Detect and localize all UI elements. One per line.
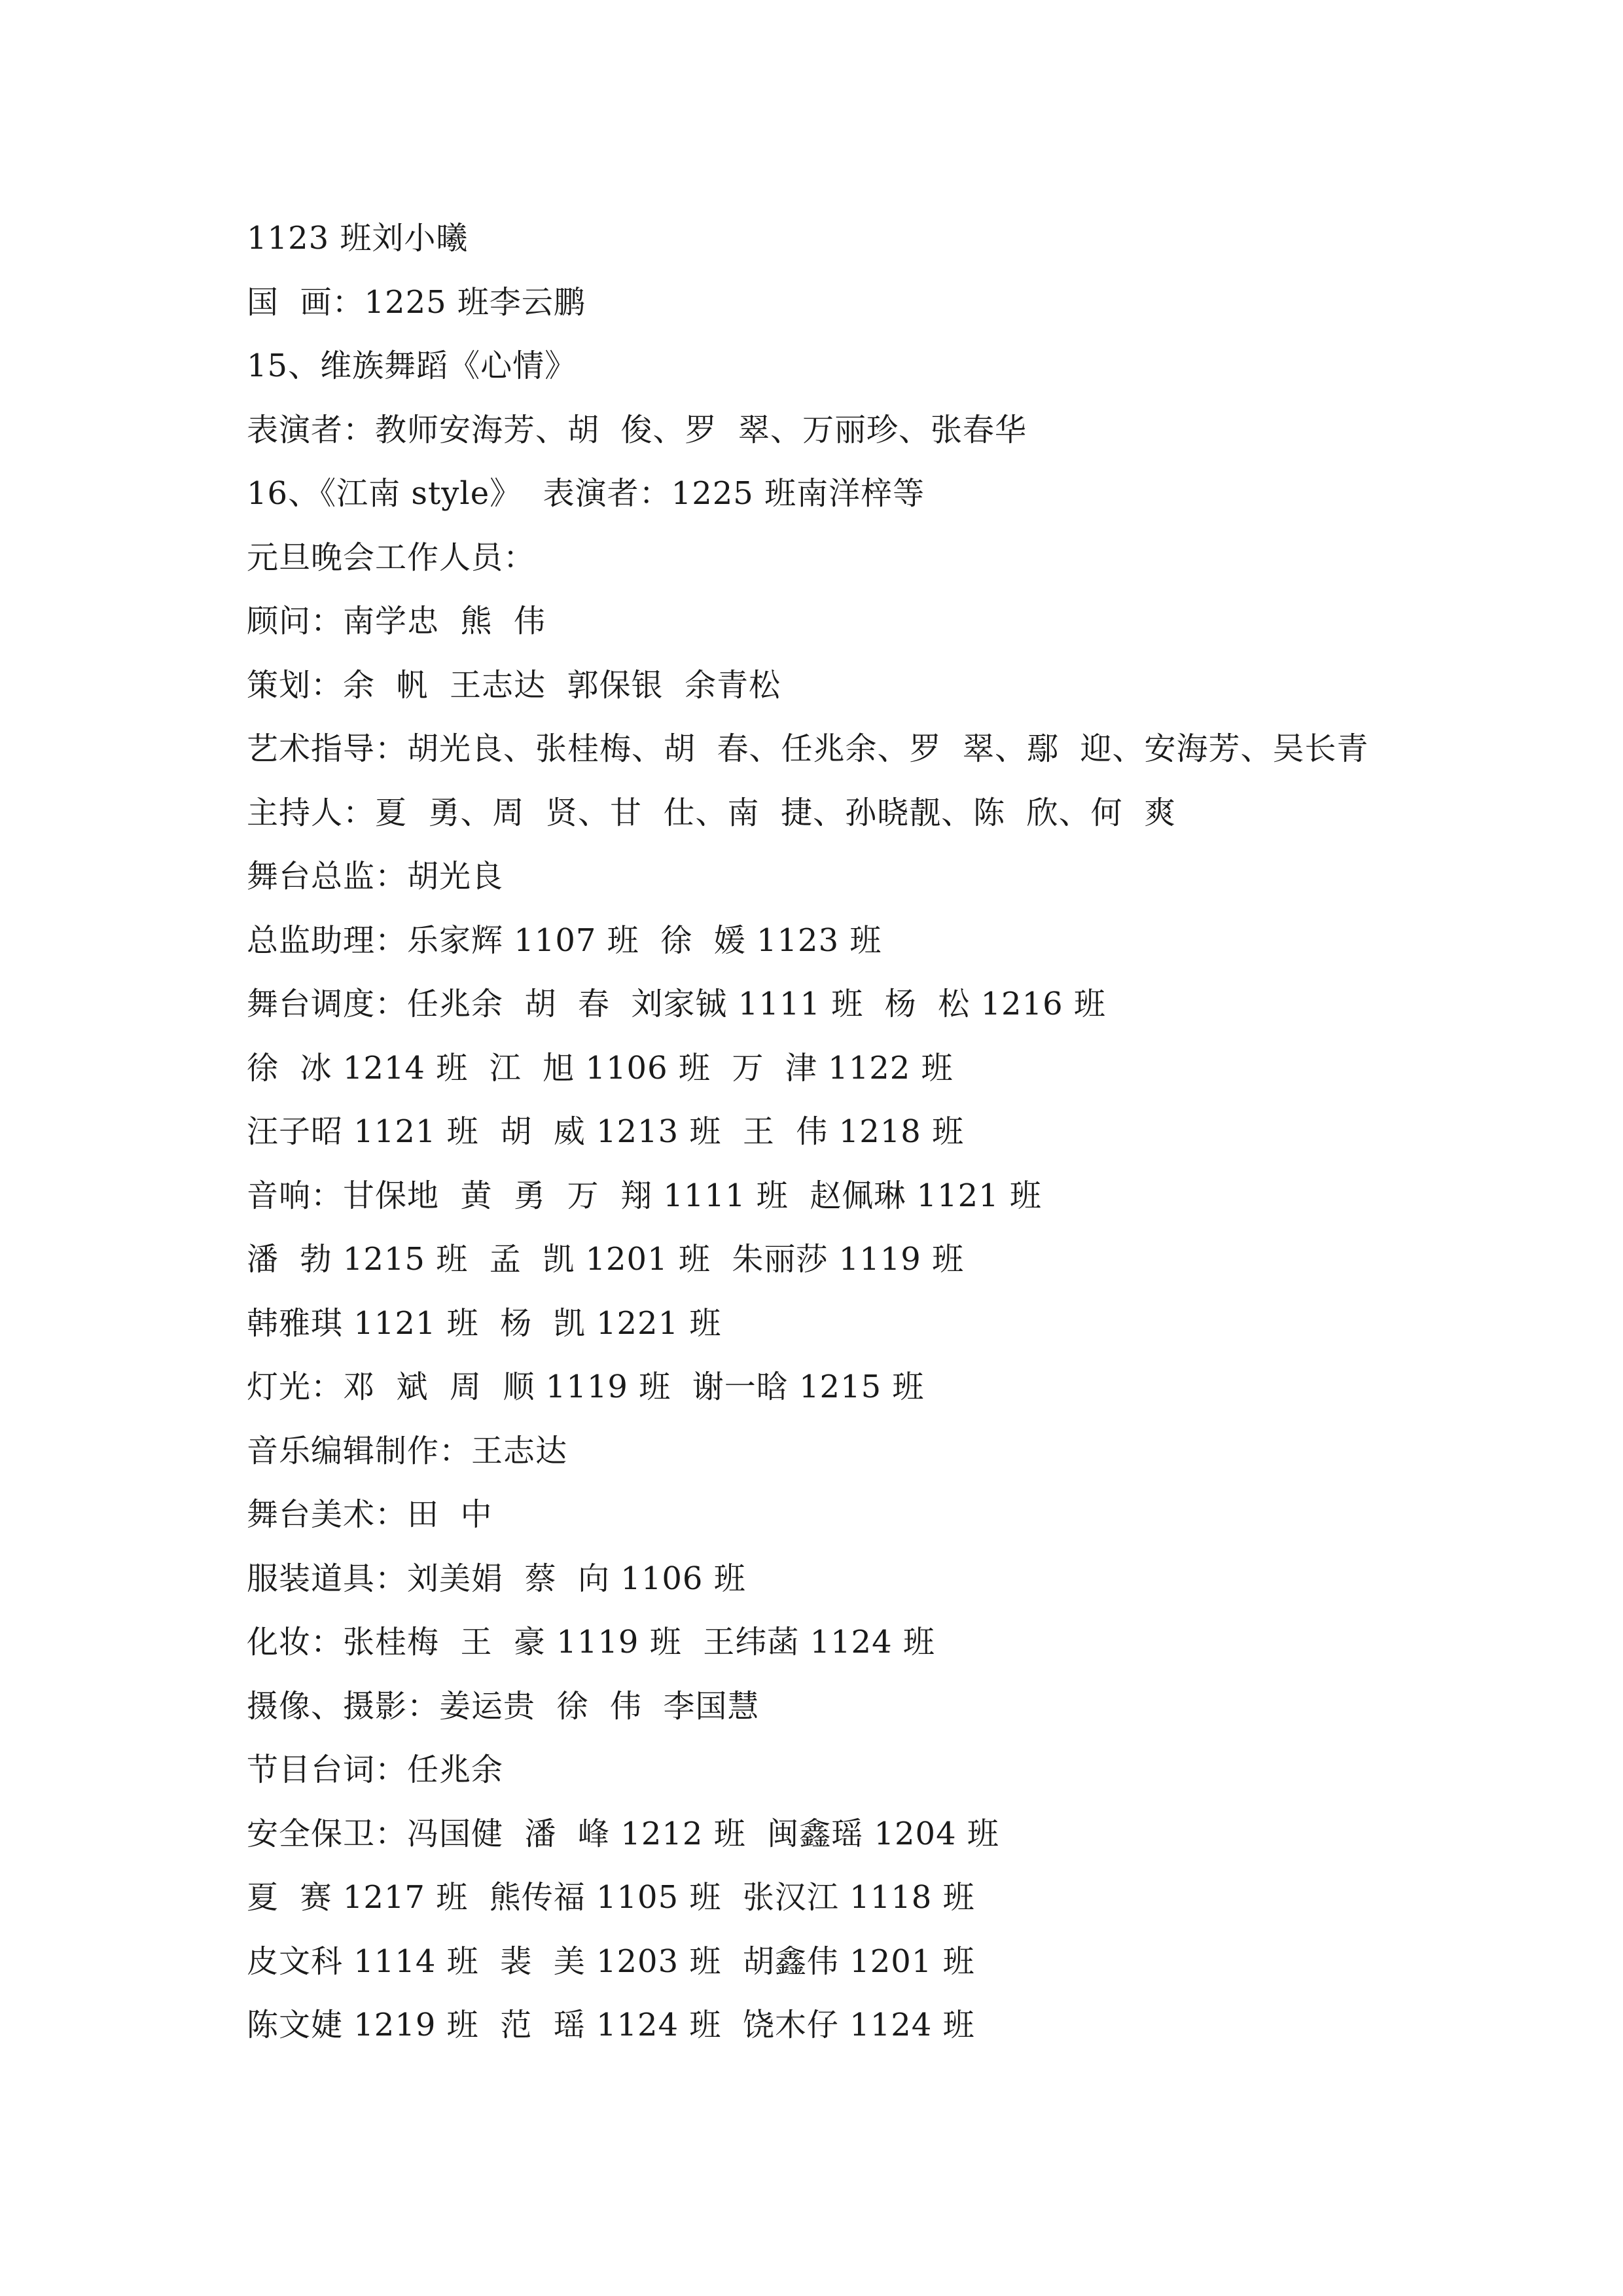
staff-line: 化妆：张桂梅 王 豪 1119 班 王纬菡 1124 班 <box>247 1624 935 1660</box>
staff-line: 陈文婕 1219 班 范 瑶 1124 班 饶木仔 1124 班 <box>247 2007 975 2043</box>
staff-line: 潘 勃 1215 班 孟 凯 1201 班 朱丽莎 1119 班 <box>247 1241 965 1278</box>
text-line: 1123 班刘小曦 <box>247 220 469 257</box>
staff-line: 舞台调度：任兆余 胡 春 刘家铖 1111 班 杨 松 1216 班 <box>247 986 1106 1022</box>
staff-line: 韩雅琪 1121 班 杨 凯 1221 班 <box>247 1304 722 1342</box>
staff-line: 策划：余 帆 王志达 郭保银 余青松 <box>247 666 781 704</box>
staff-line: 夏 赛 1217 班 熊传福 1105 班 张汉江 1118 班 <box>247 1879 975 1916</box>
staff-line: 汪子昭 1121 班 胡 威 1213 班 王 伟 1218 班 <box>247 1113 965 1150</box>
staff-line: 艺术指导：胡光良、张桂梅、胡 春、任兆余、罗 翠、鄢 迎、安海芳、吴长青 <box>247 730 1369 767</box>
staff-line: 总监助理：乐家辉 1107 班 徐 媛 1123 班 <box>247 922 882 959</box>
text-line: 表演者：教师安海芳、胡 俊、罗 翠、万丽珍、张春华 <box>247 411 1027 448</box>
staff-line: 主持人：夏 勇、周 贤、甘 仕、南 捷、孙晓靓、陈 欣、何 爽 <box>247 794 1177 831</box>
staff-line: 服装道具：刘美娟 蔡 向 1106 班 <box>247 1560 746 1597</box>
staff-line: 徐 冰 1214 班 江 旭 1106 班 万 津 1122 班 <box>247 1049 954 1086</box>
staff-line: 皮文科 1114 班 裴 美 1203 班 胡鑫伟 1201 班 <box>247 1943 975 1980</box>
text-body <box>247 207 1556 2058</box>
program-item-heading: 15、维族舞蹈《心情》 <box>247 348 577 384</box>
staff-line: 舞台总监：胡光良 <box>247 858 504 895</box>
staff-line: 安全保卫：冯国健 潘 峰 1212 班 闽鑫瑶 1204 班 <box>247 1815 999 1852</box>
staff-line: 音乐编辑制作：王志达 <box>247 1432 568 1469</box>
staff-line: 摄像、摄影：姜运贵 徐 伟 李国慧 <box>247 1687 760 1725</box>
text-line: 国 画：1225 班李云鹏 <box>247 283 586 321</box>
staff-line: 舞台美术：田 中 <box>247 1496 493 1533</box>
section-heading: 元旦晚会工作人员： <box>247 539 536 576</box>
staff-line: 灯光：邓 斌 周 顺 1119 班 谢一晗 1215 班 <box>247 1369 925 1405</box>
program-item-heading: 16、《江南 style》 表演者：1225 班南洋梓等 <box>247 475 925 512</box>
staff-line: 顾问：南学忠 熊 伟 <box>247 603 546 639</box>
staff-line: 音响：甘保地 黄 勇 万 翔 1111 班 赵佩琳 1121 班 <box>247 1177 1042 1214</box>
staff-line: 节目台词：任兆余 <box>247 1751 504 1788</box>
